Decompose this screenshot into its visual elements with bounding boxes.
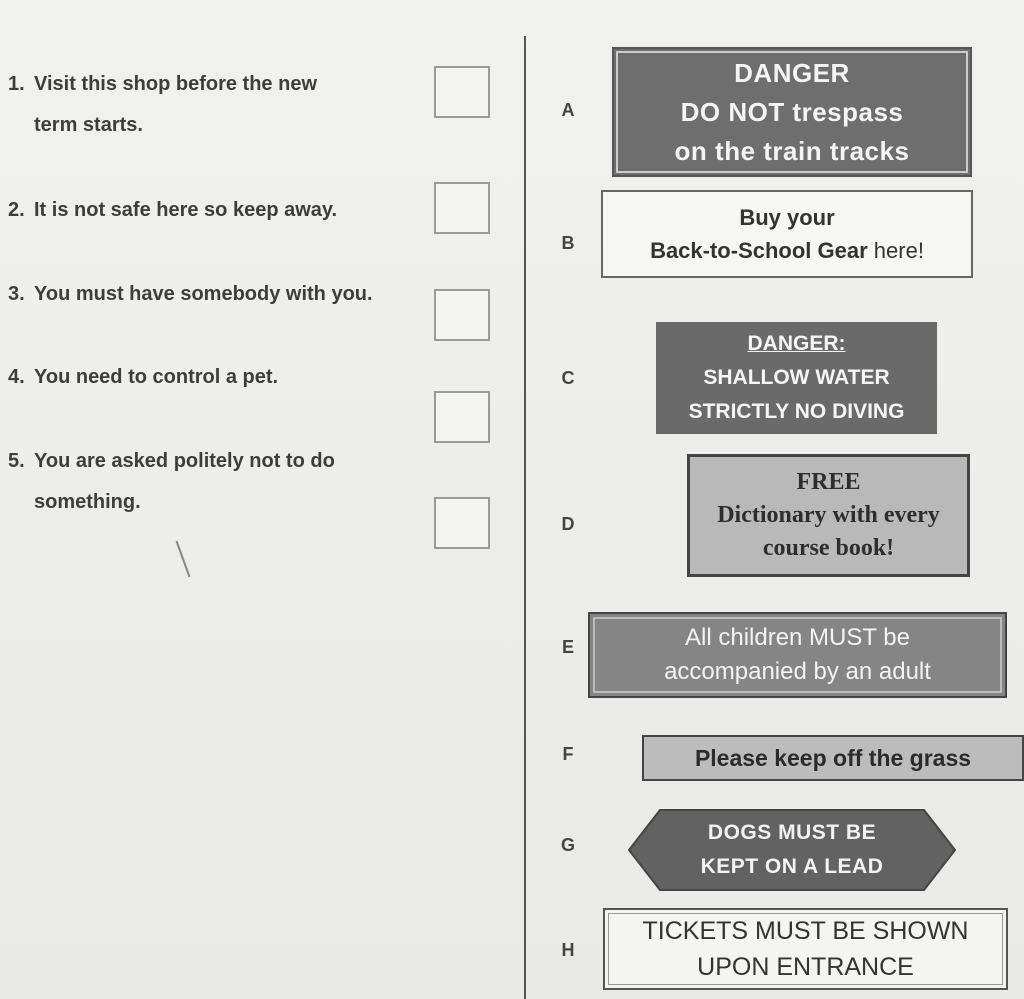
sign-letter-f: F: [562, 744, 574, 764]
pencil-mark: [176, 541, 191, 577]
sign-letter-d: D: [561, 514, 575, 534]
sign-e-children-accompanied: [588, 612, 1007, 698]
sign-line: All children MUST be: [685, 624, 910, 651]
question-4: [8, 357, 278, 398]
question-3: [8, 274, 373, 315]
sign-f-keep-off-grass: [642, 735, 1024, 781]
sign-line: accompanied by an adult: [664, 658, 931, 685]
question-number: 4.: [8, 366, 25, 388]
question-number: 1.: [8, 73, 25, 95]
sign-letter-g: G: [560, 835, 575, 855]
sign-regular-text: here!: [867, 238, 924, 263]
answer-box-4[interactable]: [434, 391, 490, 443]
sign-line-2: [650, 234, 924, 267]
sign-letter-c: C: [561, 368, 575, 388]
question-2: [8, 190, 337, 231]
sign-bold-text: Back-to-School Gear: [650, 238, 868, 263]
sign-letter-b: B: [561, 233, 575, 253]
sign-line: KEPT ON A LEAD: [700, 855, 884, 878]
sign-line: DANGER: [734, 57, 850, 88]
question-5: [8, 441, 335, 523]
answer-box-1[interactable]: [434, 66, 490, 118]
question-text: Visit this shop before the new: [34, 73, 318, 95]
question-text: You need to control a pet.: [34, 366, 279, 388]
question-number: 2.: [8, 199, 25, 221]
sign-line: Buy your: [739, 205, 835, 230]
sign-letter-e: E: [561, 637, 574, 657]
sign-h-tickets: [603, 908, 1008, 990]
question-number: 5.: [8, 450, 25, 472]
sign-a-train-tracks: [612, 47, 972, 177]
answer-box-5[interactable]: [434, 497, 490, 549]
sign-d-free-dictionary: [687, 454, 970, 577]
answer-box-3[interactable]: [434, 289, 490, 341]
sign-letter-a: A: [561, 100, 575, 120]
sign-line: DANGER:: [747, 332, 846, 355]
sign-line: course book!: [762, 535, 895, 561]
sign-line: SHALLOW WATER: [703, 366, 890, 389]
sign-line: FREE: [796, 469, 861, 495]
sign-line: Please keep off the grass: [694, 744, 972, 771]
question-text: You must have somebody with you.: [34, 283, 373, 305]
question-text-continued: something.: [34, 491, 141, 513]
sign-line: TICKETS MUST BE SHOWN: [642, 917, 969, 945]
sign-letter-h: H: [561, 940, 575, 960]
sign-c-shallow-water: [656, 322, 937, 434]
question-1: [8, 64, 317, 146]
sign-line: DO NOT trespass: [680, 96, 904, 127]
sign-line: Dictionary with every: [717, 502, 940, 528]
sign-g-dogs-on-lead: [628, 809, 956, 891]
answer-box-2[interactable]: [434, 182, 490, 234]
question-text: It is not safe here so keep away.: [34, 199, 338, 221]
sign-line: UPON ENTRANCE: [697, 953, 914, 981]
sign-b-back-to-school: [601, 190, 973, 278]
sign-line: STRICTLY NO DIVING: [688, 400, 905, 423]
question-number: 3.: [8, 283, 25, 305]
question-text-continued: term starts.: [34, 114, 143, 136]
sign-line: on the train tracks: [674, 135, 910, 166]
sign-line: DOGS MUST BE: [707, 821, 877, 844]
column-divider: [524, 36, 526, 999]
question-text: You are asked politely not to do: [34, 450, 335, 472]
